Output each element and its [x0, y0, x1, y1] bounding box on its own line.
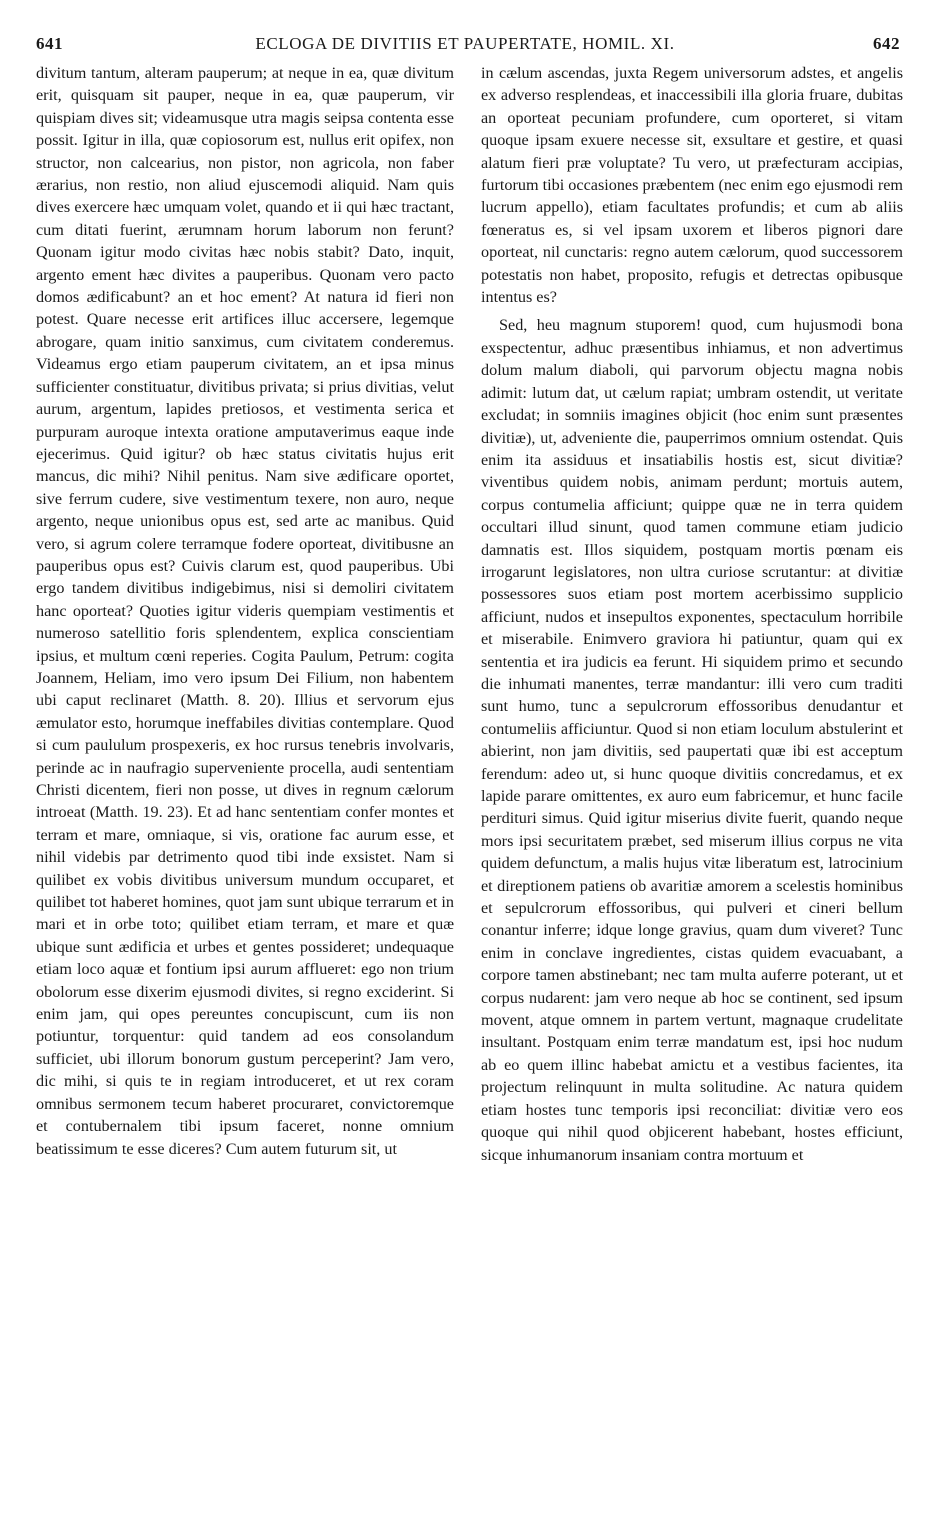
- page-number-left: 641: [36, 34, 63, 53]
- right-column: [481, 62, 903, 1522]
- running-title: ECLOGA DE DIVITIIS ET PAUPERTATE, HOMIL. XI.: [255, 34, 675, 53]
- running-header: [30, 34, 900, 58]
- left-column: [36, 62, 454, 1522]
- paragraph: divitum tantum, alteram pauperum; at neque in ea, quæ divitum erit, quisquam sit pauper, neque in ea, quæ pauperum, vir quispiam dives sit; videamusque utra magis seipsa contenta esse possit. Igitur in illa, quæ copiosorum est, nullus erit opifex, non structor, non calcearius, non pistor, non agricola, non faber ærarius, non restio, non aliud ejuscemodi aliquid. Nam quis dives exercere hæc umquam volet, quando et ii qui hæc tractant, cum ditati fuerint, ærumnam horum laborum non ferunt? Quonam igitur modo civitas hæc nobis stabit? Dato, inquit, argento ement hæc divites a pauperibus. Quonam vero pacto domos ædificabunt? an et hoc ement? At natura id fieri non potest. Quare necesse erit artifices illuc accersere, legemque abrogare, quam initio sanximus, cum civitatem conderemus. Videamus ergo etiam pauperum civitatem, an et ipsa minus sufficienter constituatur, divitibus privata; si prius divitias, velut aurum, argentum, lapides pretiosos, et vestimenta serica et purpuram auroque intexta oratione amputaverimus eaque inde ejecerimus. Quid igitur? ob hæc status civitatis hujus erit mancus, dic mihi? Nihil penitus. Nam sive ædificare oportet, sive ferrum cudere, sive vestimentum texere, non auro, neque argento, neque unionibus opus est, sed arte ac manibus. Quid vero, si agrum colere terramque fodere oporteat, divitibusne an pauperibus opus est? Cuivis clarum est, quod pauperibus. Ubi ergo tandem divitibus indigebimus, nisi si demoliri civitatem hanc oporteat? Quoties igitur videris quempiam vestimentis et numeroso satellitio foris splendentem, explica conscientiam ipsius, et multum cœni reperies. Cogita Paulum, Petrum: cogita Joannem, Heliam, imo vero ipsum Dei Filium, non habentem ubi caput reclinaret (Matth. 8. 20). Illius et servorum ejus æmulator esto, horumque ineffabiles divitias contemplare. Quod si cum paululum prospexeris, ex hoc rursus tenebris involvaris, perinde ac in naufragio superveniente procella, audi sententiam Christi dicentem, fieri non posse, ut dives in regnum cælorum introeat (Matth. 19. 23). Et ad hanc sententiam confer montes et terram et mare, omniaque, si vis, oratione fac aurum esse, et nihil videbis par detrimento quod tibi inde exsistet. Nam si quilibet ex vobis divitibus universum mundum occuparet, et quilibet tot haberet homines, quot jam sunt ubique terrarum et in mari et in orbe toto; quilibet etiam terram, et mare et quæ ubique sunt ædificia et urbes et gentes possideret; undequaque etiam loco aquæ et fontium ipsi aurum afflueret: ego non trium obolorum esse dixerim ejusmodi divites, si regno exciderint. Si enim jam, qui opes pereuntes concupiscunt, cum iis non potiuntur, torquentur: quid tandem ad eos consolandum sufficiet, ubi illorum bonorum gustum perceperint? Jam vero, dic mihi, si quis te in regiam introduceret, et ut rex coram omnibus sermonem tecum haberet procuraret, convictoremque et contubernalem tibi ipsum faceret, nonne omnium beatissimum te esse diceres? Cum autem futurum sit, ut: [36, 64, 454, 1158]
- paragraph: Sed, heu magnum stuporem! quod, cum hujusmodi bona exspectentur, adhuc præsentibus inhiamus, et non advertimus dolum malum diaboli, qui parvorum objectu magna nobis adimit: lutum dat, ut cælum rapiat; umbram ostendit, ut veritate excludat; in somniis imagines objicit (hoc enim sunt præsentes divitiæ), ut, adveniente die, pauperrimos omnium ostendat. Quis enim ita assiduus et insatiabilis hostis est, sicut divitiæ? viventibus quidem nobis, animam perdunt; mortuis autem, corpus contumelia afficiunt; quippe quæ ne in terra quidem occultari illud sinunt, quod tamen commune etiam judicio damnatis est. Illos siquidem, postquam mortis pœnam eis irrogarunt legislatores, non ultra curiose scrutantur: at divitiæ possessores suos etiam post mortem acerbissimo supplicio afficiunt, nudos et insepultos exponentes, spectaculum horribile et miserabile. Enimvero graviora hi patiuntur, quam qui ex sententia et ira judicis ea ferunt. Hi siquidem primo et secundo die inhumati manentes, terræ mandantur: illi vero cum traditi sunt humo, tunc a sepulcrorum effossoribus denudantur et contumeliis afficiuntur. Quod si non etiam loculum abstulerint et abierint, non jam divitiis, sed paupertati quæ ibi est acceptum ferendum: adeo ut, si hunc quoque divitiis concredamus, et ex lapide parare omittentes, ex auro eum fabricemur, et hunc facile perdituri simus. Quid igitur miserius divite fuerit, quando neque mors ipsi securitatem præbet, sed miserum illius corpus ne vita quidem defunctum, a malis hujus vitæ liberatum est, latrocinium et direptionem patiens ob avaritiæ amorem a scelestis hominibus et sepulcrorum effossoribus, qui pulveri et cineri bellum conantur inferre; idque longe gravius, quam dum viveret? Tunc enim in conclave ingredientes, cistas quidem evacuabant, a corpore tamen abstinebant; nec tam multa auferre poterant, ut et corpus nudarent: jam vero neque ab hoc se continent, sed ipsum movent, atque omnem in partem vertunt, magnaque crudelitate insultant. Postquam enim terræ mandatum est, ipsi hoc nudum ab eo quem illinc habebat amictu et a vestibus facientes, ita projectum relinquunt in multa solitudine. Ac natura quidem etiam hostes tunc temporis ipsi reconciliat: divitiæ vero eos quoque qui nihil quod objicerent habebant, hostes efficiunt, sicque inhumanorum insaniam contra mortuum et: [481, 316, 903, 1164]
- page-number-right: 642: [873, 34, 900, 53]
- paragraph: in cælum ascendas, juxta Regem universorum adstes, et angelis ex adverso resplendeas, et inaccessibili illa gloria fruare, dubitas an oporteat pecuniam profundere, cum oporteret, si vitam quoque ipsam exuere necesse sit, exsultare et gestire, et quasi alatum fieri præ voluptate? Tu vero, ut præfecturam accipias, furtorum tibi occasiones præbentem (nec enim ego ejusmodi rem lucrum appello), etiam facultates profundis; et cum ab aliis fœneratus es, si vel ipsam uxorem et liberos pignori dare oporteat, nil cunctaris: regno autem cælorum, quod successorem potestatis non habet, proposito, refugis et detrectas opibusque intentus es?: [481, 64, 903, 307]
